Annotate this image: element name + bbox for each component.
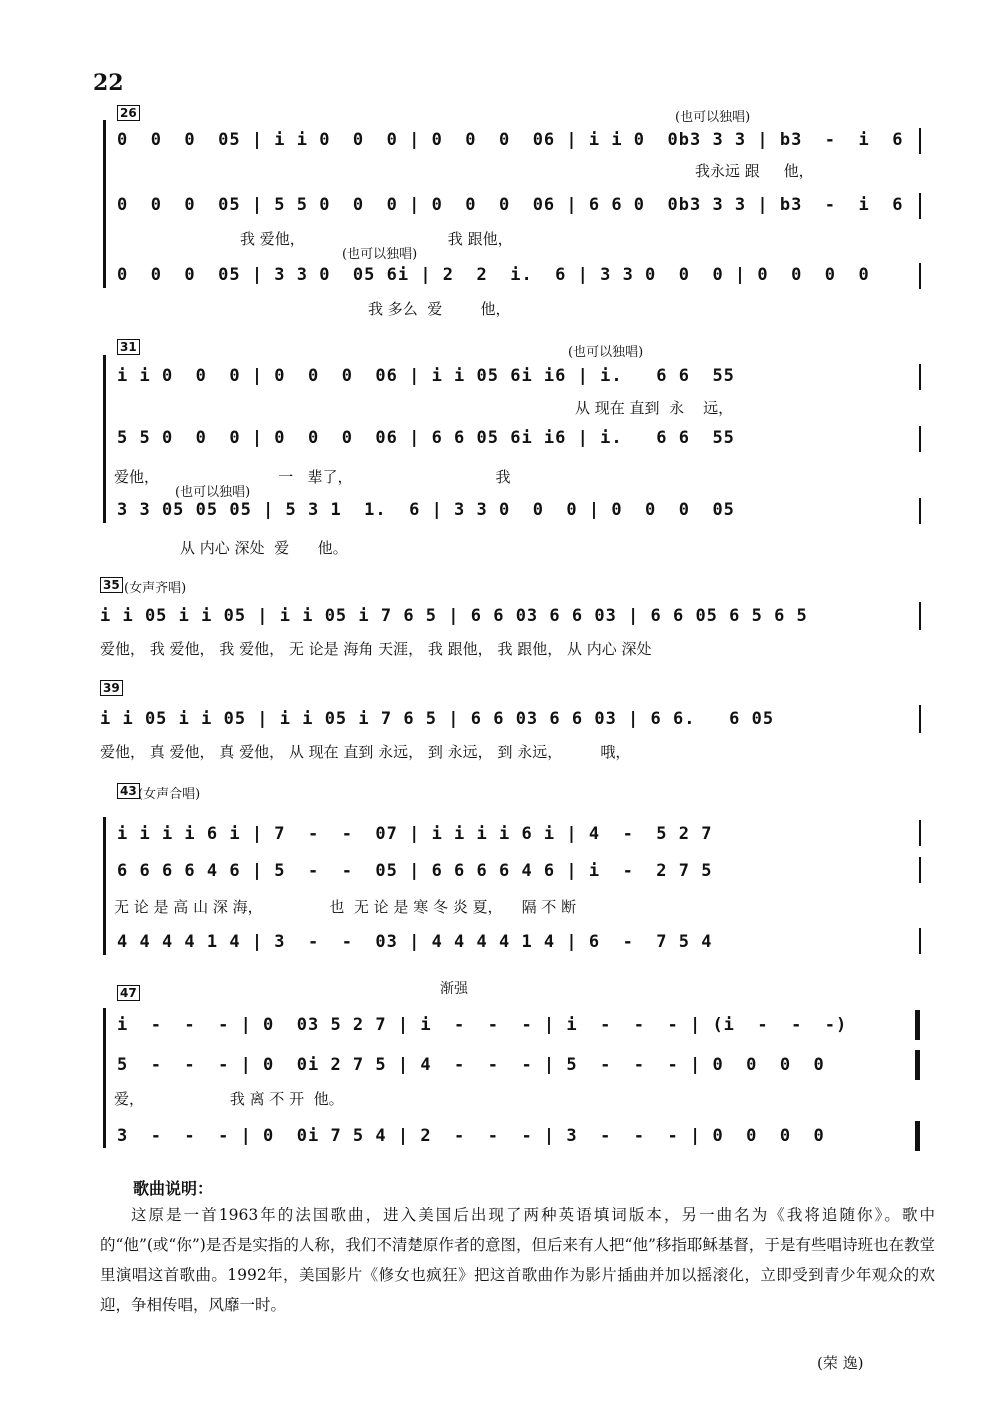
solo-annotation: (也可以独唱) — [568, 345, 644, 360]
notation-row: i i 0 0 0 | 0 0 0 06 | i i 05 6i i6 | i. 6 6 55 — [117, 366, 735, 386]
bar-line — [919, 498, 921, 524]
bar-line — [919, 820, 921, 846]
measure-number: 35 — [100, 577, 123, 593]
lyric-line: 爱他， 我 爱他， 我 爱他， 无 论是 海角 天涯， 我 跟他， 我 跟他， 从 内心 深处 — [100, 640, 652, 658]
lyric-line: 爱他， 一 辈了， 我 — [114, 468, 511, 486]
measure-number: 39 — [100, 680, 123, 696]
notation-row: 4 4 4 4 1 4 | 3 - - 03 | 4 4 4 4 1 4 | 6 - 7 5 4 — [117, 932, 713, 952]
system-bracket — [103, 1008, 106, 1148]
measure-number: 26 — [117, 105, 140, 121]
final-bar-line — [915, 1010, 920, 1040]
notation-row: 0 0 0 05 | 5 5 0 0 0 | 0 0 0 06 | 6 6 0 0b3 3 3 | b3 - i 6 — [117, 195, 904, 215]
final-bar-line — [915, 1050, 920, 1080]
credit: (荣 逸) — [817, 1354, 864, 1372]
bar-line — [919, 193, 921, 219]
lyric-line: 我 多么 爱 他， — [368, 300, 511, 318]
system-bracket — [103, 120, 106, 288]
bar-line — [919, 128, 921, 154]
solo-annotation: (也可以独唱) — [175, 485, 251, 500]
notation-row: 0 0 0 05 | 3 3 0 05 6i | 2 2 i. 6 | 3 3 0 0 0 | 0 0 0 0 — [117, 265, 870, 285]
section-annotation: (女声合唱) — [138, 787, 201, 802]
lyric-line: 从 现在 直到 永 远， — [575, 399, 734, 417]
notation-row: 0 0 0 05 | i i 0 0 0 | 0 0 0 06 | i i 0 0b3 3 3 | b3 - i 6 — [117, 130, 904, 150]
page-number: 22 — [93, 70, 124, 96]
bar-line — [919, 857, 921, 883]
system-bracket — [103, 817, 106, 955]
notation-row: 5 - - - | 0 0i 2 7 5 | 4 - - - | 5 - - - | 0 0 0 0 — [117, 1055, 825, 1075]
lyric-line: 无 论 是 高 山 深 海， 也 无 论 是 寒 冬 炎 夏， 隔 不 断 — [114, 898, 577, 916]
notation-row: 3 - - - | 0 0i 7 5 4 | 2 - - - | 3 - - - | 0 0 0 0 — [117, 1126, 825, 1146]
measure-number: 43 — [117, 783, 140, 799]
notation-row: 5 5 0 0 0 | 0 0 0 06 | 6 6 05 6i i6 | i. 6 6 55 — [117, 428, 735, 448]
solo-annotation: (也可以独唱) — [675, 110, 751, 125]
bar-line — [919, 705, 921, 733]
lyric-line: 爱， 我 离 不 开 他。 — [114, 1090, 344, 1108]
bar-line — [919, 928, 921, 954]
solo-annotation: (也可以独唱) — [342, 247, 418, 262]
notation-row: 3 3 05 05 05 | 5 3 1 1. 6 | 3 3 0 0 0 | 0 0 0 05 — [117, 500, 735, 520]
notes-paragraph: 这原是一首1963年的法国歌曲，进入美国后出现了两种英语填词版本，另一曲名为《我将追随你》。歌中的“他”(或“你”)是否是实指的人称，我们不清楚原作者的意图，但后来有人把“他”移指耶稣基督，于是有些唱诗班也在教堂里演唱这首歌曲。1992年，美国影片《修女也疯狂》把这首歌曲作为影片插曲并加以摇滚化，立即受到青少年观众的欢迎，争相传唱，风靡一时。 — [100, 1206, 935, 1314]
bar-line — [919, 426, 921, 452]
section-annotation: (女声齐唱) — [124, 581, 187, 596]
notation-row: i - - - | 0 03 5 2 7 | i - - - | i - - - | (i - - -) — [117, 1015, 848, 1035]
measure-number: 47 — [117, 985, 140, 1001]
lyric-line: 我 爱他， 我 跟他， — [240, 230, 513, 248]
notes-title: 歌曲说明： — [133, 1179, 214, 1198]
lyric-line: 从 内心 深处 爱 他。 — [180, 539, 348, 557]
measure-number: 31 — [117, 339, 140, 355]
system-bracket — [103, 355, 106, 523]
lyric-line: 爱他， 真 爱他， 真 爱他， 从 现在 直到 永远， 到 永远， 到 永远， 哦， — [100, 743, 631, 761]
notation-row: i i i i 6 i | 7 - - 07 | i i i i 6 i | 4 - 5 2 7 — [117, 824, 713, 844]
bar-line — [919, 602, 921, 630]
lyric-line: 我永远 跟 他， — [695, 162, 814, 180]
notation-row: 6 6 6 6 4 6 | 5 - - 05 | 6 6 6 6 4 6 | i - 2 7 5 — [117, 861, 713, 881]
bar-line — [919, 364, 921, 390]
final-bar-line — [915, 1121, 920, 1151]
notation-row: i i 05 i i 05 | i i 05 i 7 6 5 | 6 6 03 6 6 03 | 6 6 05 6 5 6 5 — [100, 606, 808, 626]
bar-line — [919, 263, 921, 289]
dynamic-marking: 渐强 — [440, 981, 468, 997]
notation-row: i i 05 i i 05 | i i 05 i 7 6 5 | 6 6 03 6 6 03 | 6 6. 6 05 — [100, 709, 775, 729]
